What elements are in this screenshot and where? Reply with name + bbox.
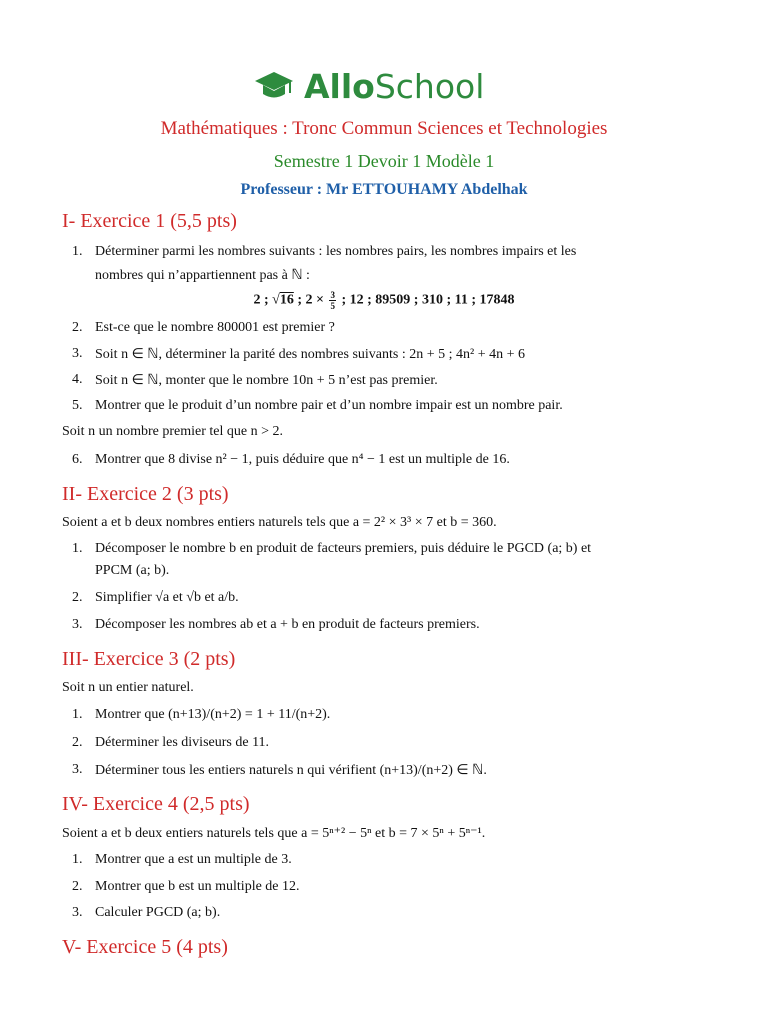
subject-title: Mathématiques : Tronc Commun Sciences et Technologies — [160, 118, 608, 139]
ex2-q1-line2: PPCM (a; b). — [95, 563, 170, 578]
ex1-q1-line1: Déterminer parmi les nombres suivants : les nombres pairs, les nombres impairs et les — [95, 244, 577, 259]
ex1-q1-line2: nombres qui n’appartiennent pas à ℕ : — [95, 268, 310, 283]
item-number: 2. — [72, 735, 83, 750]
item-number: 1. — [72, 244, 83, 259]
ex3-intro: Soit n un entier naturel. — [62, 680, 194, 695]
item-number: 2. — [72, 320, 83, 335]
ex4-q3: Calculer PGCD (a; b). — [95, 905, 221, 920]
ex1-q5: Montrer que le produit d’un nombre pair et d’un nombre impair est un nombre pair. — [95, 398, 563, 413]
ex2-intro: Soient a et b deux nombres entiers naturels tels que a = 2² × 3³ × 7 et b = 360. — [62, 515, 497, 530]
exercise-5-title: V- Exercice 5 (4 pts) — [62, 936, 228, 958]
semester-subtitle: Semestre 1 Devoir 1 Modèle 1 — [273, 151, 495, 171]
ex1-note: Soit n un nombre premier tel que n > 2. — [62, 424, 283, 439]
exercise-2-title: II- Exercice 2 (3 pts) — [62, 483, 229, 505]
item-number: 3. — [72, 346, 83, 361]
logo-part2: School — [374, 67, 485, 106]
item-number: 4. — [72, 372, 83, 387]
ex4-intro: Soient a et b deux entiers naturels tels que a = 5ⁿ⁺² − 5ⁿ et b = 7 × 5ⁿ + 5ⁿ⁻¹. — [62, 826, 486, 841]
ex1-q6: Montrer que 8 divise n² − 1, puis déduire que n⁴ − 1 est un multiple de 16. — [95, 452, 510, 467]
ex4-q1: Montrer que a est un multiple de 3. — [95, 852, 292, 867]
logo-part1: Allo — [304, 67, 375, 106]
exercise-3-title: III- Exercice 3 (2 pts) — [62, 648, 236, 670]
item-number: 3. — [72, 905, 83, 920]
graduation-cap-icon — [254, 70, 294, 104]
teacher-name: Professeur : Mr ETTOUHAMY Abdelhak — [240, 181, 528, 198]
ex3-q1: Montrer que (n+13)/(n+2) = 1 + 11/(n+2). — [95, 707, 331, 722]
logo-text — [304, 66, 484, 108]
item-number: 2. — [72, 879, 83, 894]
exercise-1-title: I- Exercice 1 (5,5 pts) — [62, 210, 237, 232]
item-number: 3. — [72, 617, 83, 632]
ex1-q2: Est-ce que le nombre 800001 est premier ? — [95, 320, 335, 335]
item-number: 3. — [72, 762, 83, 777]
item-number: 1. — [72, 541, 83, 556]
item-number: 2. — [72, 590, 83, 605]
ex1-number-list: 2 ; √16 ; 2 × $\frac{3}{5}$ ; 12 ; 89509 ; 310 ; 11 ; 17848 — [253, 290, 515, 311]
alloschool-logo[interactable] — [254, 66, 484, 108]
ex1-q4: Soit n ∈ ℕ, monter que le nombre 10n + 5 n’est pas premier. — [95, 373, 438, 388]
ex3-q3: Déterminer tous les entiers naturels n qui vérifient (n+13)/(n+2) ∈ ℕ. — [95, 763, 487, 778]
item-number: 1. — [72, 707, 83, 722]
ex1-q3: Soit n ∈ ℕ, déterminer la parité des nombres suivants : 2n + 5 ; 4n² + 4n + 6 — [95, 347, 526, 362]
item-number: 1. — [72, 852, 83, 867]
ex2-q1-line1: Décomposer le nombre b en produit de facteurs premiers, puis déduire le PGCD (a; b) et — [95, 541, 592, 556]
ex4-q2: Montrer que b est un multiple de 12. — [95, 879, 300, 894]
item-number: 6. — [72, 452, 83, 467]
item-number: 5. — [72, 398, 83, 413]
ex2-q3: Décomposer les nombres ab et a + b en produit de facteurs premiers. — [95, 617, 480, 632]
ex2-q2: Simplifier √a et √b et a/b. — [95, 590, 239, 605]
ex3-q2: Déterminer les diviseurs de 11. — [95, 735, 270, 750]
exercise-4-title: IV- Exercice 4 (2,5 pts) — [62, 793, 250, 815]
